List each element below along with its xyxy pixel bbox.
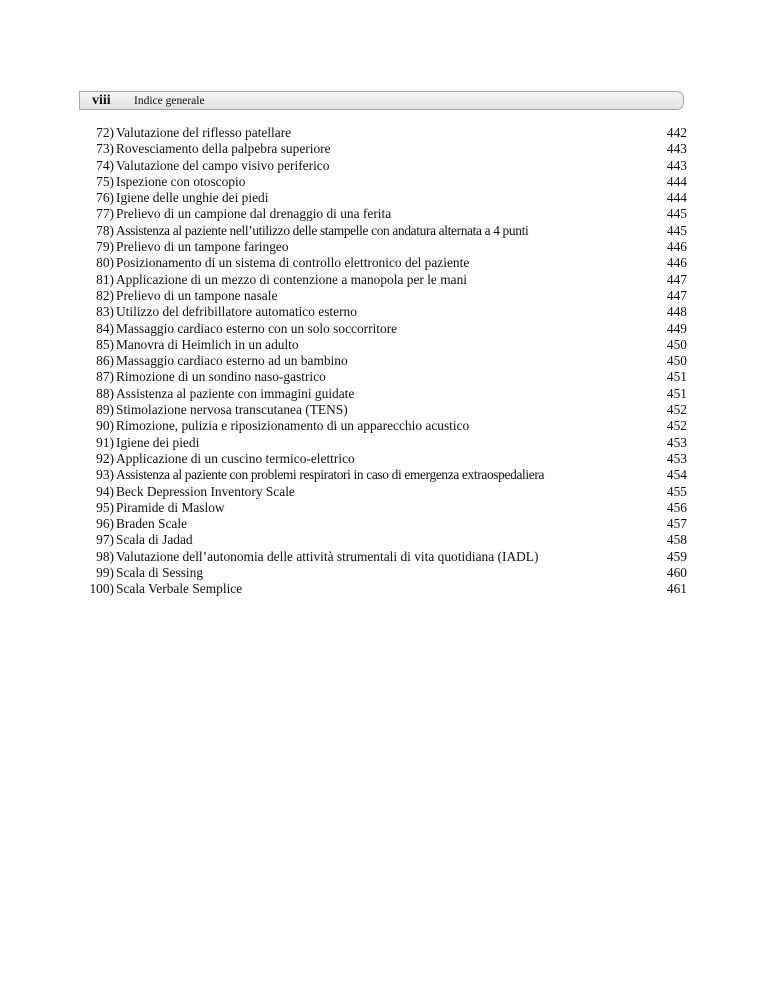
toc-entry-page: 456 [666,499,687,515]
toc-entry [70,141,692,157]
toc-entry [70,467,692,483]
toc-entry [70,255,692,271]
toc-entry-number: 86) [96,353,114,369]
toc-entry [70,565,692,581]
toc-entry-title: Scala di Jadad [116,532,193,548]
toc-entry-number: 80) [96,255,114,271]
toc-entry-number: 87) [96,369,114,385]
toc-entry-title: Braden Scale [116,516,188,532]
toc-entry-page: 447 [666,271,687,287]
toc-entry-number: 72) [96,125,114,140]
toc-entry-number: 98) [96,548,114,564]
toc-entry [70,206,692,222]
toc-entry-title: Massaggio cardiaco esterno con un solo soccorritore [116,320,398,336]
toc-entry-number: 92) [96,450,114,466]
toc-entry [70,174,692,190]
toc-entry-title: Assistenza al paziente con immagini guidate [116,385,355,401]
toc-entry-number: 91) [96,434,114,450]
toc-entry [70,288,692,304]
toc-entry-page: 457 [666,516,687,532]
toc-entry-number: 76) [96,190,114,206]
toc-entry [70,549,692,565]
toc-entry-page: 447 [666,287,687,303]
toc-entry-page: 445 [666,222,687,238]
toc-entry-page: 461 [666,581,687,597]
toc-entry-title: Piramide di Maslow [116,499,225,515]
toc-entry [70,402,692,418]
toc-entry [70,500,692,516]
toc-entry [70,321,692,337]
toc-entry-number: 94) [96,483,114,499]
toc-entry-title: Prelievo di un tampone nasale [116,287,278,303]
toc-entry-number: 83) [96,304,114,320]
toc-entry-page: 446 [666,239,687,255]
toc-entry [70,418,692,434]
toc-entry-number: 79) [96,239,114,255]
toc-entry [70,125,692,141]
toc-entry-page: 450 [666,353,687,369]
toc-entry-page: 453 [666,434,687,450]
toc-entry-page: 460 [666,565,687,581]
table-of-contents [70,125,692,598]
toc-entry [70,516,692,532]
toc-entry-page: 444 [666,190,687,206]
toc-entry-title: Utilizzo del defribillatore automatico esterno [116,304,357,320]
toc-entry-page: 455 [666,483,687,499]
toc-entry [70,369,692,385]
toc-entry [70,353,692,369]
toc-entry-title: Beck Depression Inventory Scale [116,483,295,499]
toc-entry-page: 451 [666,385,687,401]
toc-entry-page: 459 [666,548,687,564]
toc-entry-title: Posizionamento di un sistema di controllo elettronico del paziente [116,255,470,271]
toc-entry-page: 448 [666,304,687,320]
toc-entry-title: Applicazione di un cuscino termico-elettrico [116,450,355,466]
toc-entry-title: Manovra di Heimlich in un adulto [116,336,299,352]
toc-entry-page: 452 [666,402,687,418]
toc-entry-page: 454 [666,467,687,483]
toc-entry [70,386,692,402]
toc-entry-number: 82) [96,287,114,303]
toc-entry-title: Rimozione, pulizia e riposizionamento di un apparecchio acustico [116,418,470,434]
toc-entry-page: 442 [666,125,687,140]
toc-entry-page: 444 [666,173,687,189]
toc-entry-title: Assistenza al paziente nell’utilizzo delle stampelle con andatura alternata a 4 punti [116,222,529,238]
toc-entry-number: 100) [89,581,114,597]
toc-entry-number: 75) [96,173,114,189]
toc-entry-number: 81) [96,271,114,287]
toc-entry-title: Scala Verbale Semplice [116,581,243,597]
toc-entry-number: 93) [96,467,114,483]
toc-entry [70,337,692,353]
toc-entry-title: Assistenza al paziente con problemi respiratori in caso di emergenza extraospedaliera [116,467,545,483]
toc-entry-number: 97) [96,532,114,548]
toc-entry [70,532,692,548]
toc-entry-title: Stimolazione nervosa transcutanea (TENS) [116,402,348,418]
toc-entry-title: Igiene dei piedi [116,434,200,450]
toc-entry-page: 452 [666,418,687,434]
toc-entry-number: 73) [96,141,114,157]
toc-entry-number: 90) [96,418,114,434]
toc-entry-title: Valutazione del riflesso patellare [116,125,292,140]
toc-entry-page: 443 [666,157,687,173]
toc-entry [70,435,692,451]
toc-entry-title: Prelievo di un tampone faringeo [116,239,289,255]
toc-entry-number: 77) [96,206,114,222]
toc-entry [70,223,692,239]
toc-entry-title: Massaggio cardiaco esterno ad un bambino [116,353,348,369]
toc-entry-number: 78) [96,222,114,238]
toc-entry [70,484,692,500]
toc-entry-page: 445 [666,206,687,222]
toc-entry-title: Scala di Sessing [116,565,204,581]
toc-entry-page: 458 [666,532,687,548]
toc-entry-number: 89) [96,402,114,418]
toc-entry-title: Prelievo di un campione dal drenaggio di una ferita [116,206,392,222]
toc-entry [70,239,692,255]
toc-entry-number: 96) [96,516,114,532]
toc-entry [70,451,692,467]
page-folio: viii [92,93,111,108]
toc-entry-title: Ispezione con otoscopio [116,173,246,189]
toc-entry-number: 84) [96,320,114,336]
toc-entry-number: 85) [96,336,114,352]
toc-entry [70,272,692,288]
toc-entry-number: 99) [96,565,114,581]
toc-entry-page: 451 [666,369,687,385]
toc-entry-title: Valutazione dell’autonomia delle attività strumentali di vita quotidiana (IADL) [116,548,539,564]
toc-entry-page: 453 [666,450,687,466]
toc-entry [70,158,692,174]
running-head-title: Indice generale [134,95,205,107]
toc-entry-number: 95) [96,499,114,515]
toc-entry-title: Rovesciamento della palpebra superiore [116,141,331,157]
toc-entry-number: 88) [96,385,114,401]
toc-entry-page: 450 [666,336,687,352]
toc-entry-page: 443 [666,141,687,157]
toc-entry [70,304,692,320]
toc-entry-title: Valutazione del campo visivo periferico [116,157,330,173]
toc-entry-title: Rimozione di un sondino naso-gastrico [116,369,326,385]
toc-entry-title: Igiene delle unghie dei piedi [116,190,269,206]
running-head [79,91,684,110]
toc-entry [70,581,692,597]
toc-entry-title: Applicazione di un mezzo di contenzione a manopola per le mani [116,271,468,287]
toc-entry [70,190,692,206]
toc-entry-number: 74) [96,157,114,173]
toc-entry-page: 449 [666,320,687,336]
toc-entry-page: 446 [666,255,687,271]
